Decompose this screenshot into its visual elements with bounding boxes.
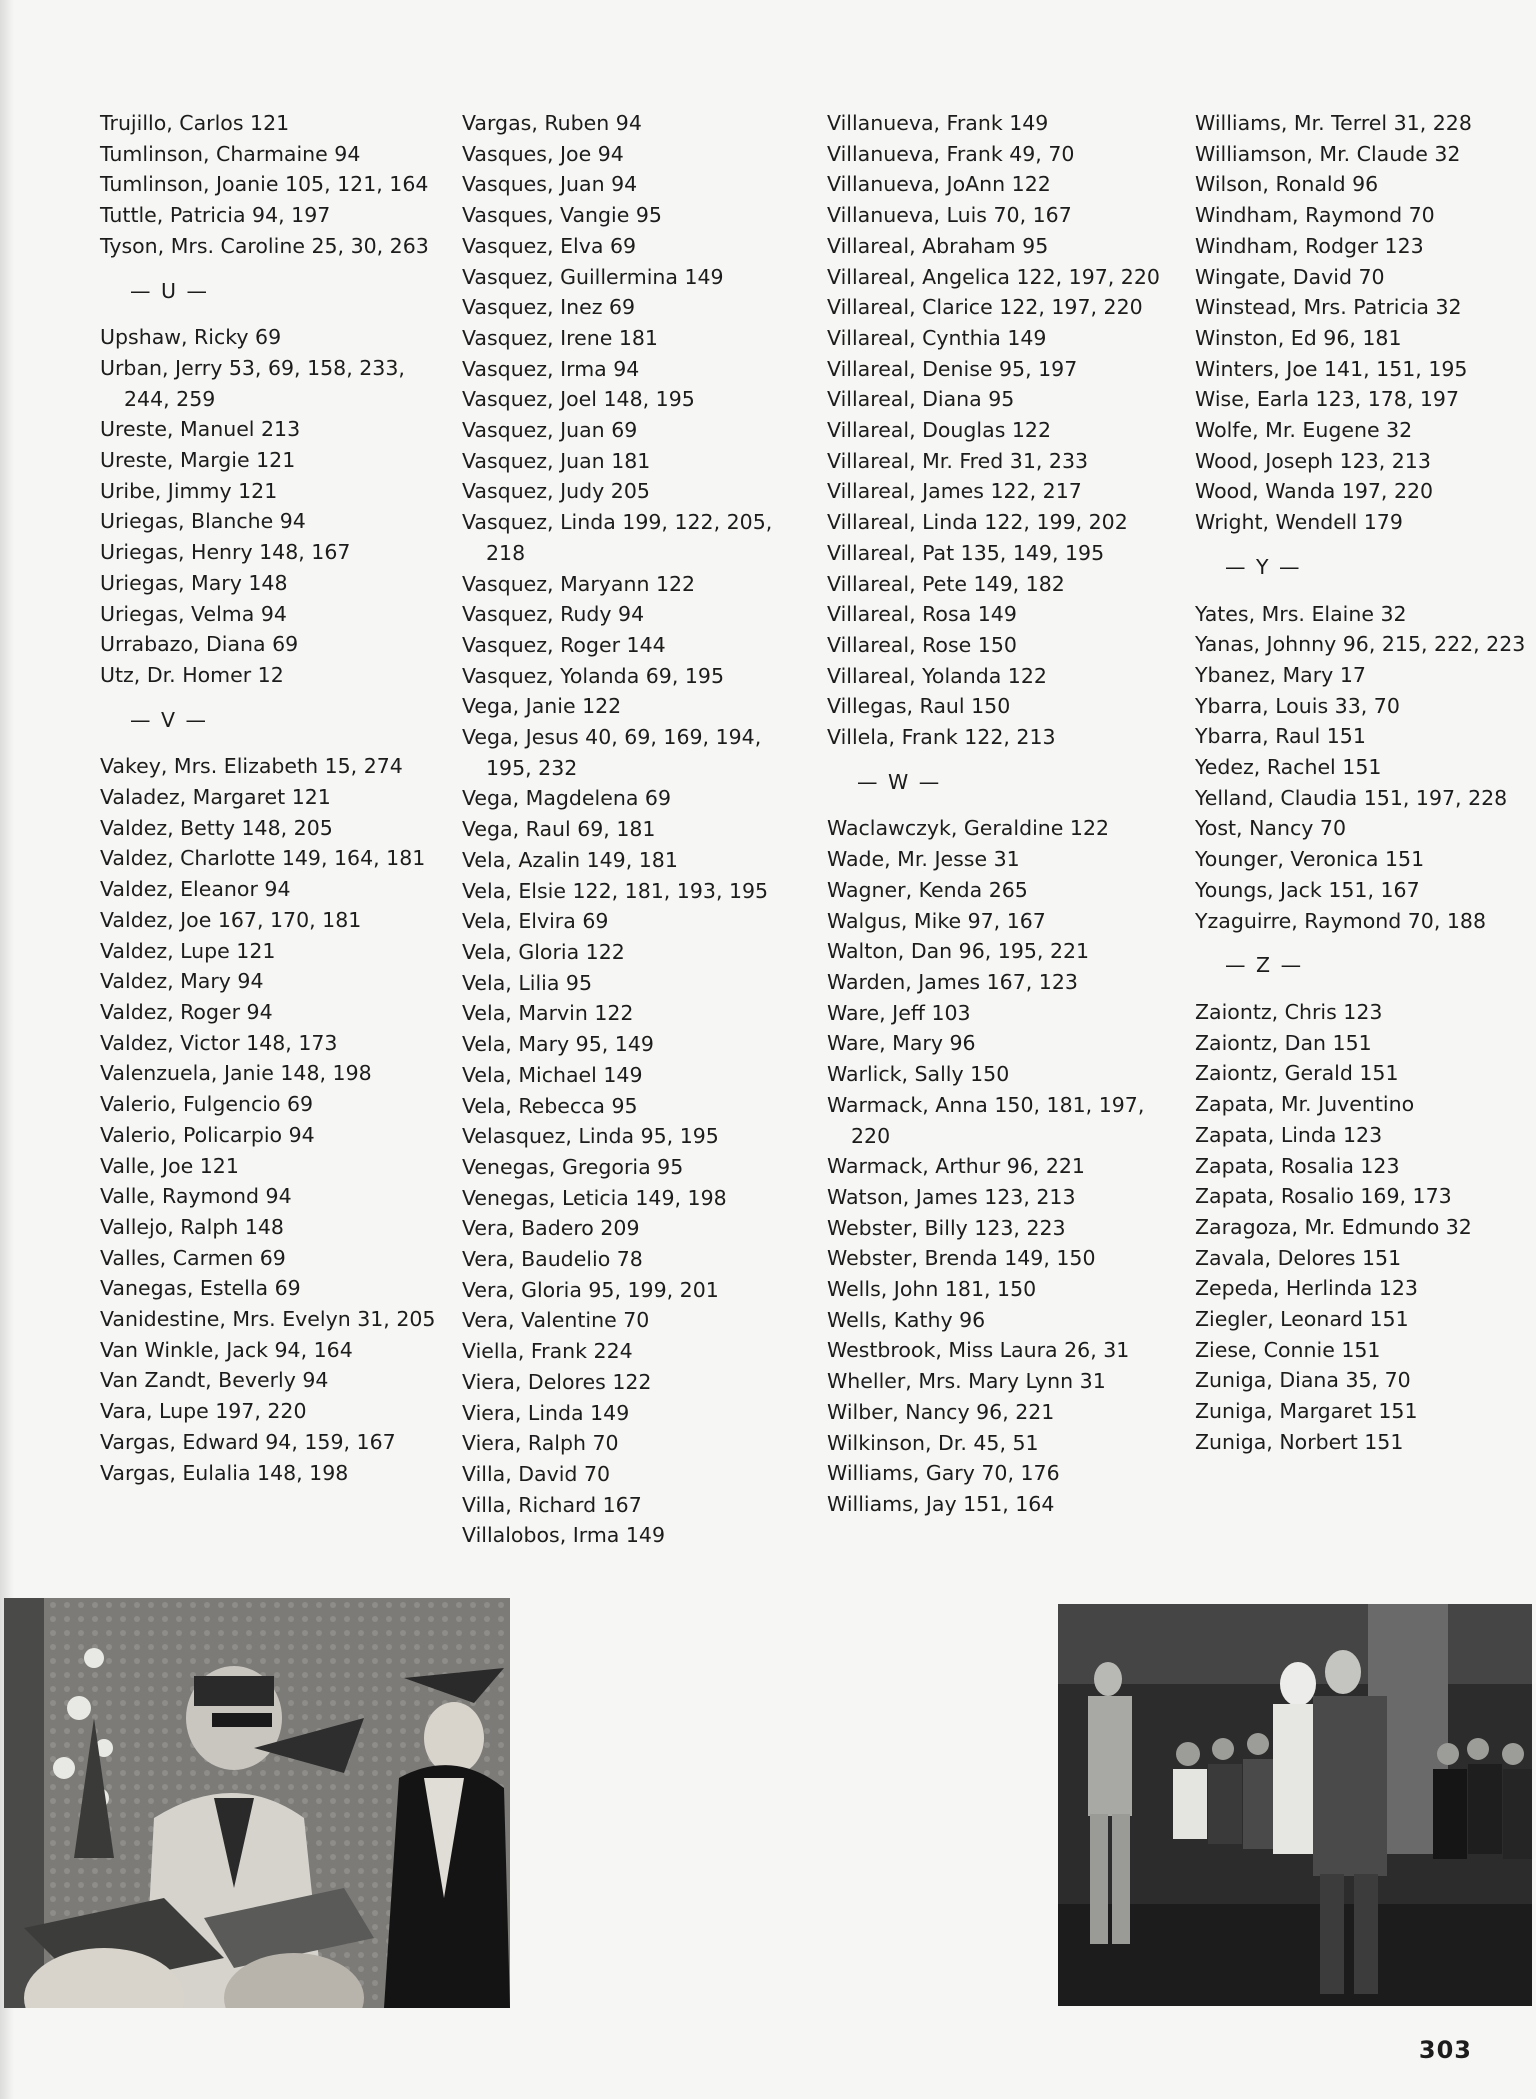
index-entry: Vela, Marvin 122 — [462, 1001, 634, 1026]
index-entry: Viera, Delores 122 — [462, 1369, 652, 1394]
index-entry: Valdez, Roger 94 — [100, 999, 273, 1024]
index-entry: Utz, Dr. Homer 12 — [100, 662, 284, 687]
index-entry: Vera, Baudelio 78 — [462, 1247, 643, 1272]
index-entry: Villa, David 70 — [462, 1461, 611, 1486]
index-entry: Villareal, Rose 150 — [827, 632, 1017, 657]
index-entry: Ybarra, Louis 33, 70 — [1195, 693, 1400, 718]
index-entry: Ware, Mary 96 — [827, 1031, 976, 1056]
index-entry: Winters, Joe 141, 151, 195 — [1195, 356, 1468, 381]
index-entry: Vega, Janie 122 — [462, 694, 622, 719]
index-entry: Villareal, Clarice 122, 197, 220 — [827, 295, 1143, 320]
index-entry: Villalobos, Irma 149 — [462, 1523, 666, 1548]
index-entry: Ureste, Manuel 213 — [100, 417, 301, 442]
index-entry: Vera, Valentine 70 — [462, 1308, 650, 1333]
index-entry: Vela, Mary 95, 149 — [462, 1032, 654, 1057]
index-entry: Valdez, Victor 148, 173 — [100, 1030, 338, 1055]
index-entry: Vela, Azalin 149, 181 — [462, 847, 678, 872]
index-entry: Uriegas, Henry 148, 167 — [100, 540, 351, 565]
index-entry: Wells, John 181, 150 — [827, 1277, 1037, 1302]
index-entry: Villareal, Rosa 149 — [827, 602, 1017, 627]
index-entry: Valerio, Fulgencio 69 — [100, 1092, 314, 1117]
index-entry: Zuniga, Margaret 151 — [1195, 1399, 1418, 1424]
index-entry: Zuniga, Norbert 151 — [1195, 1429, 1404, 1454]
index-entry: Williams, Jay 151, 164 — [827, 1491, 1055, 1516]
index-entry: Viera, Ralph 70 — [462, 1431, 619, 1456]
index-entry: Webster, Billy 123, 223 — [827, 1215, 1066, 1240]
index-entry: Winstead, Mrs. Patricia 32 — [1195, 295, 1462, 320]
index-entry: Vela, Gloria 122 — [462, 939, 625, 964]
index-entry: Viella, Frank 224 — [462, 1339, 633, 1364]
index-entry: Vasquez, Juan 69 — [462, 418, 638, 443]
index-entry: Villela, Frank 122, 213 — [827, 725, 1056, 750]
index-entry: Vasquez, Irene 181 — [462, 325, 658, 350]
index-entry: Yedez, Rachel 151 — [1195, 755, 1382, 780]
index-entry: Waclawczyk, Geraldine 122 — [827, 816, 1110, 841]
index-entry: Yelland, Claudia 151, 197, 228 — [1195, 785, 1508, 810]
index-entry: Wheller, Mrs. Mary Lynn 31 — [827, 1369, 1106, 1394]
index-entry: Wagner, Kenda 265 — [827, 877, 1028, 902]
index-entry: Valdez, Eleanor 94 — [100, 877, 291, 902]
index-entry: Vasques, Juan 94 — [462, 172, 638, 197]
index-entry: Ware, Jeff 103 — [827, 1000, 971, 1025]
index-entry: Vasquez, Roger 144 — [462, 632, 666, 657]
index-entry: Zapata, Mr. Juventino — [1195, 1092, 1415, 1117]
section-letter-heading: — Z — — [1225, 953, 1304, 978]
index-entry: Villareal, Douglas 122 — [827, 418, 1052, 443]
index-entry: Vasques, Vangie 95 — [462, 203, 662, 228]
index-entry: Valdez, Charlotte 149, 164, 181 — [100, 846, 426, 871]
index-entry: Uribe, Jimmy 121 — [100, 478, 278, 503]
index-entry: Uriegas, Velma 94 — [100, 601, 287, 626]
section-letter-heading: — W — — [857, 769, 942, 794]
index-entry: Vargas, Ruben 94 — [462, 111, 642, 135]
index-column-3 — [827, 108, 1160, 1520]
index-entry: Vara, Lupe 197, 220 — [100, 1399, 307, 1424]
index-entry: Yates, Mrs. Elaine 32 — [1195, 601, 1407, 626]
index-entry: Villareal, Linda 122, 199, 202 — [827, 510, 1128, 535]
index-entry: Vasquez, Rudy 94 — [462, 602, 645, 627]
index-entry-continuation: 195, 232 — [486, 755, 578, 780]
index-entry: Wise, Earla 123, 178, 197 — [1195, 387, 1460, 412]
index-entry: Villanueva, Luis 70, 167 — [827, 203, 1072, 228]
index-entry: Valadez, Margaret 121 — [100, 785, 331, 810]
index-entry: Zavala, Delores 151 — [1195, 1245, 1402, 1270]
index-entry: Villareal, Denise 95, 197 — [827, 356, 1078, 381]
index-entry: Wright, Wendell 179 — [1195, 510, 1403, 535]
index-entry: Vasquez, Inez 69 — [462, 295, 636, 320]
index-entry: Van Winkle, Jack 94, 164 — [100, 1337, 353, 1362]
section-letter-heading: — Y — — [1225, 554, 1302, 579]
index-entry: Valle, Joe 121 — [100, 1153, 239, 1178]
index-entry: Villareal, Pat 135, 149, 195 — [827, 540, 1105, 565]
index-entry: Zapata, Rosalio 169, 173 — [1195, 1184, 1452, 1209]
index-entry: Trujillo, Carlos 121 — [100, 111, 290, 135]
index-entry: Villareal, Mr. Fred 31, 233 — [827, 448, 1089, 473]
index-entry: Vela, Lilia 95 — [462, 970, 593, 995]
index-entry: Winston, Ed 96, 181 — [1195, 325, 1402, 350]
award-presentation-photo — [1058, 1604, 1532, 2006]
index-entry: Viera, Linda 149 — [462, 1400, 630, 1425]
index-entry: Vasquez, Irma 94 — [462, 356, 640, 381]
index-entry: Valles, Carmen 69 — [100, 1245, 286, 1270]
index-entry-continuation: 244, 259 — [124, 386, 216, 411]
index-entry: Venegas, Leticia 149, 198 — [462, 1185, 727, 1210]
index-entry: Vasquez, Judy 205 — [462, 479, 650, 504]
index-entry: Zuniga, Diana 35, 70 — [1195, 1368, 1411, 1393]
index-entry: Watson, James 123, 213 — [827, 1184, 1076, 1209]
index-entry: Williams, Gary 70, 176 — [827, 1461, 1060, 1486]
index-entry: Windham, Raymond 70 — [1195, 203, 1435, 228]
index-entry: Uriegas, Blanche 94 — [100, 509, 306, 534]
index-entry: Ureste, Margie 121 — [100, 448, 296, 473]
index-entry: Wood, Joseph 123, 213 — [1195, 448, 1431, 473]
index-entry: Villa, Richard 167 — [462, 1492, 642, 1517]
index-entry: Wingate, David 70 — [1195, 264, 1385, 289]
index-entry-continuation: 220 — [851, 1123, 891, 1148]
index-entry: Zapata, Rosalia 123 — [1195, 1153, 1400, 1178]
index-entry: Vela, Elsie 122, 181, 193, 195 — [462, 878, 769, 903]
section-letter-heading: — V — — [130, 707, 209, 732]
index-entry: Valerio, Policarpio 94 — [100, 1122, 315, 1147]
index-entry: Villareal, Cynthia 149 — [827, 325, 1047, 350]
index-entry: Vega, Raul 69, 181 — [462, 817, 656, 842]
index-entry: Younger, Veronica 151 — [1195, 847, 1425, 872]
index-entry: Warmack, Arthur 96, 221 — [827, 1154, 1085, 1179]
index-column-2 — [462, 108, 772, 1551]
index-entry: Villanueva, Frank 149 — [827, 111, 1049, 135]
index-entry: Vela, Rebecca 95 — [462, 1093, 638, 1118]
index-entry: Van Zandt, Beverly 94 — [100, 1368, 329, 1393]
index-entry: Vera, Badero 209 — [462, 1216, 640, 1241]
index-entry: Villareal, Diana 95 — [827, 387, 1015, 412]
index-entry: Villareal, James 122, 217 — [827, 479, 1082, 504]
index-column-4 — [1195, 108, 1525, 1458]
index-entry: Williams, Mr. Terrel 31, 228 — [1195, 111, 1472, 135]
index-entry: Villanueva, JoAnn 122 — [827, 172, 1051, 197]
index-entry: Wolfe, Mr. Eugene 32 — [1195, 418, 1413, 443]
index-entry: Vera, Gloria 95, 199, 201 — [462, 1277, 719, 1302]
index-entry: Ziese, Connie 151 — [1195, 1337, 1381, 1362]
index-entry: Urrabazo, Diana 69 — [100, 632, 299, 657]
index-entry: Walgus, Mike 97, 167 — [827, 908, 1046, 933]
index-entry: Zaiontz, Gerald 151 — [1195, 1061, 1399, 1086]
index-entry: Ybanez, Mary 17 — [1195, 662, 1366, 687]
index-entry: Wilson, Ronald 96 — [1195, 172, 1379, 197]
index-entry: Villareal, Pete 149, 182 — [827, 571, 1065, 596]
index-entry: Tuttle, Patricia 94, 197 — [100, 203, 331, 228]
index-entry: Villegas, Raul 150 — [827, 694, 1011, 719]
index-entry: Villanueva, Frank 49, 70 — [827, 141, 1075, 166]
index-entry: Vela, Michael 149 — [462, 1062, 643, 1087]
index-entry: Vasquez, Linda 199, 122, 205, — [462, 510, 773, 535]
index-entry: Webster, Brenda 149, 150 — [827, 1246, 1096, 1271]
index-entry: Villareal, Abraham 95 — [827, 233, 1049, 258]
index-entry: Warlick, Sally 150 — [827, 1062, 1010, 1087]
index-entry: Yost, Nancy 70 — [1195, 816, 1346, 841]
index-entry: Vasques, Joe 94 — [462, 141, 624, 166]
index-entry: Wood, Wanda 197, 220 — [1195, 479, 1434, 504]
page-number: 303 — [1418, 2036, 1472, 2064]
index-entry: Zaragoza, Mr. Edmundo 32 — [1195, 1214, 1472, 1239]
index-entry: Vanegas, Estella 69 — [100, 1276, 301, 1301]
graduation-ceremony-photo — [4, 1598, 510, 2008]
index-entry: Valdez, Mary 94 — [100, 969, 264, 994]
index-entry: Vasquez, Juan 181 — [462, 448, 651, 473]
index-entry: Westbrook, Miss Laura 26, 31 — [827, 1338, 1130, 1363]
index-entry: Tumlinson, Joanie 105, 121, 164 — [100, 172, 429, 197]
index-entry: Vargas, Edward 94, 159, 167 — [100, 1429, 396, 1454]
index-entry: Vega, Jesus 40, 69, 169, 194, — [462, 725, 762, 750]
index-entry: Uriegas, Mary 148 — [100, 570, 288, 595]
index-entry: Vakey, Mrs. Elizabeth 15, 274 — [100, 754, 403, 779]
index-entry: Wells, Kathy 96 — [827, 1307, 986, 1332]
index-entry: Ybarra, Raul 151 — [1195, 724, 1366, 749]
index-entry: Urban, Jerry 53, 69, 158, 233, — [100, 355, 405, 380]
index-column-1 — [100, 108, 435, 1488]
index-entry: Vanidestine, Mrs. Evelyn 31, 205 — [100, 1307, 436, 1332]
index-entry: Vasquez, Yolanda 69, 195 — [462, 663, 725, 688]
index-entry: Zepeda, Herlinda 123 — [1195, 1276, 1418, 1301]
index-entry: Upshaw, Ricky 69 — [100, 325, 282, 350]
index-entry: Ziegler, Leonard 151 — [1195, 1307, 1409, 1332]
index-entry: Vasquez, Elva 69 — [462, 233, 637, 258]
index-entry: Villareal, Yolanda 122 — [827, 663, 1047, 688]
index-entry: Tyson, Mrs. Caroline 25, 30, 263 — [100, 233, 429, 258]
index-entry: Warmack, Anna 150, 181, 197, — [827, 1092, 1145, 1117]
index-entry: Valdez, Betty 148, 205 — [100, 815, 333, 840]
photo-left-art — [4, 1598, 510, 2008]
index-entry: Youngs, Jack 151, 167 — [1195, 877, 1420, 902]
index-entry: Vallejo, Ralph 148 — [100, 1214, 284, 1239]
index-entry: Valle, Raymond 94 — [100, 1184, 292, 1209]
index-entry: Vasquez, Joel 148, 195 — [462, 387, 695, 412]
index-entry: Vasquez, Guillermina 149 — [462, 264, 724, 289]
photo-right-art — [1058, 1604, 1532, 2006]
index-entry: Zaiontz, Chris 123 — [1195, 999, 1383, 1024]
index-entry: Walton, Dan 96, 195, 221 — [827, 939, 1090, 964]
index-entry: Windham, Rodger 123 — [1195, 233, 1424, 258]
index-entry: Vega, Magdelena 69 — [462, 786, 672, 811]
index-entry: Venegas, Gregoria 95 — [462, 1154, 684, 1179]
index-entry: Valdez, Lupe 121 — [100, 938, 276, 963]
index-entry: Valdez, Joe 167, 170, 181 — [100, 907, 362, 932]
index-entry: Wade, Mr. Jesse 31 — [827, 847, 1020, 872]
index-entry: Yanas, Johnny 96, 215, 222, 223 — [1195, 632, 1526, 657]
index-entry: Velasquez, Linda 95, 195 — [462, 1124, 719, 1149]
index-entry: Yzaguirre, Raymond 70, 188 — [1195, 908, 1487, 933]
index-entry-continuation: 218 — [486, 540, 526, 565]
index-entry: Vela, Elvira 69 — [462, 909, 609, 934]
index-entry: Vargas, Eulalia 148, 198 — [100, 1460, 349, 1485]
index-entry: Tumlinson, Charmaine 94 — [100, 141, 361, 166]
index-entry: Vasquez, Maryann 122 — [462, 571, 696, 596]
index-entry: Villareal, Angelica 122, 197, 220 — [827, 264, 1160, 289]
index-entry: Warden, James 167, 123 — [827, 969, 1078, 994]
index-entry: Zaiontz, Dan 151 — [1195, 1030, 1372, 1055]
index-entry: Wilber, Nancy 96, 221 — [827, 1399, 1055, 1424]
index-entry: Williamson, Mr. Claude 32 — [1195, 141, 1461, 166]
index-entry: Zapata, Linda 123 — [1195, 1122, 1383, 1147]
index-entry: Valenzuela, Janie 148, 198 — [100, 1061, 372, 1086]
index-entry: Wilkinson, Dr. 45, 51 — [827, 1430, 1039, 1455]
section-letter-heading: — U — — [130, 278, 210, 303]
